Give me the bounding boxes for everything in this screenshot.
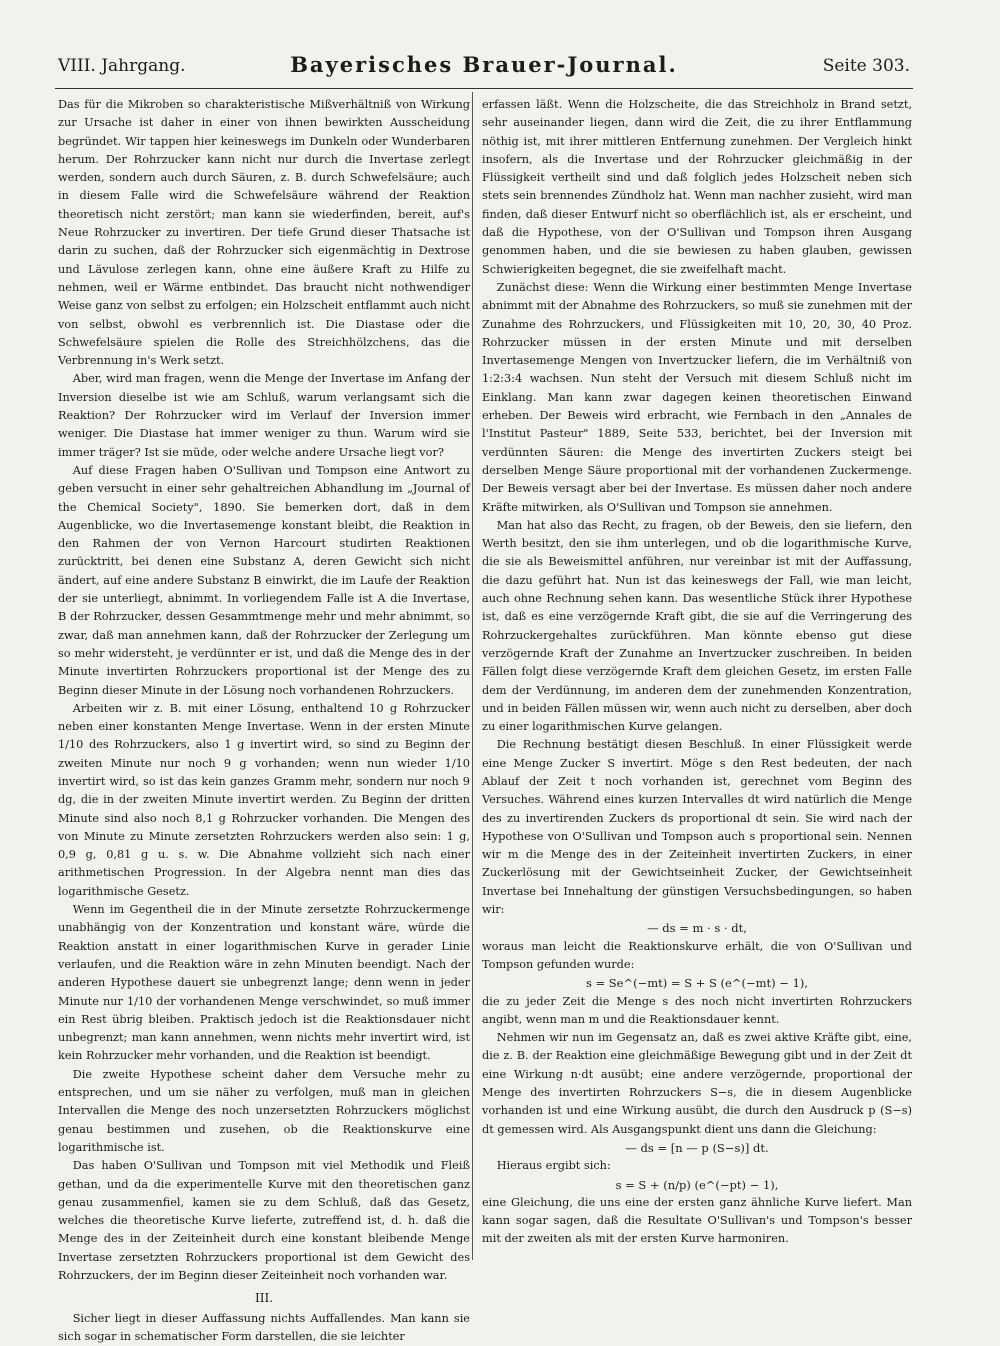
header-rule (55, 88, 913, 89)
paragraph: Aber, wird man fragen, wenn die Menge der Invertase im Anfang der Inversion dieselbe ist wie am Schluß, warum verlangsamt sich die Reaktion? Der Rohrzucker wird im Verlauf der Inversion immer weniger. Die Diastase hat immer weniger zu thun. Warum wird sie immer träger? Ist sie müde, oder welche andere Ursache liegt vor? (58, 372, 470, 459)
page-header (58, 52, 910, 82)
paragraph: Arbeiten wir z. B. mit einer Lösung, enthaltend 10 g Rohrzucker neben einer konstanten Menge Invertase. Wenn in der ersten Minute 1/10 des Rohrzuckers, also 1 g invertirt wird, so sind zu Beginn der zweiten Minute nur noch 9 g vorhanden; wenn nun wieder 1/10 invertirt wird, so ist das kein ganzes Gramm mehr, sondern nur noch 9 dg, die in der zweiten Minute invertirt werden. Zu Beginn der dritten Minute sind also noch 8,1 g Rohrzucker vorhanden. Die Mengen des von Minute zu Minute zersetzten Rohrzuckers werden also sein: 1 g, 0,9 g, 0,81 g u. s. w. Die Abnahme vollzieht sich nach einer arithmetischen Progression. In der Algebra nennt man dies das logarithmische Gesetz. (58, 701, 470, 898)
volume-label: VIII. Jahrgang. (58, 56, 186, 76)
paragraph: Das haben O'Sullivan und Tompson mit viel Methodik und Fleiß gethan, und da die experimentelle Kurve mit den theoretischen ganz genau zusammenfiel, kamen sie zu dem Schluß, daß das Gesetz, welches die theoretische Kurve lieferte, zutreffend ist, d. h. daß die Menge des in der Zeiteinheit durch eine konstant bleibende Menge Invertase zersetzten Rohrzuckers proportional ist dem Gewicht des Rohrzuckers, der im Beginn dieser Zeiteinheit noch vorhanden war. (58, 1159, 470, 1282)
column-divider (472, 92, 473, 1260)
paragraph: Die zweite Hypothese scheint daher dem Versuche mehr zu entsprechen, und um sie näher zu verfolgen, muß man in gleichen Intervallen die Menge des noch unzersetzten Rohrzuckers möglichst genau bestimmen und zusehen, ob die Reaktionskurve eine logarithmische ist. (58, 1067, 470, 1154)
paragraph: Sicher liegt in dieser Auffassung nichts Auffallendes. Man kann sie sich sogar in schematischer Form darstellen, die sie leichter (58, 1311, 470, 1343)
journal-title: Bayerisches Brauer-Journal. (290, 52, 678, 77)
equation: s = Se^(−mt) = S + S (e^(−mt) − 1), (585, 976, 809, 991)
page-number: Seite 303. (822, 56, 910, 76)
section-heading: III. (254, 1291, 274, 1306)
equation: s = S + (n/p) (e^(−pt) − 1), (615, 1177, 779, 1192)
paragraph: Die Rechnung bestätigt diesen Beschluß. In einer Flüssigkeit werde eine Menge Zucker S invertirt. Möge s den Rest bedeuten, der nach Ablauf der Zeit t noch vorhanden ist, gerechnet vom Beginn des Versuches. Während eines kurzen Intervalles dt wird natürlich die Menge des zu invertirenden Zuckers ds proportional dt sein. Sie wird nach der Hypothese von O'Sullivan und Tompson auch s proportional sein. Nennen wir m die Menge des in der Zeiteinheit invertirten Zuckers, in einer Zuckerlösung mit der Gewichtseinheit Zucker, der Gewichtseinheit Invertase bei Innehaltung der günstigen Versuchsbedingungen, so haben wir: (482, 738, 912, 917)
paragraph: Das für die Mikroben so charakteristische Mißverhältniß von Wirkung zur Ursache ist daher in einer von ihnen bewirkten Ausscheidung begründet. Wir tappen hier keineswegs im Dunkeln oder Wunderbaren herum. Der Rohrzucker kann nicht nur durch die Invertase zerlegt werden, sondern auch durch Säuren, z. B. durch Schwefelsäure; auch in diesem Falle wird die Schwefelsäure während der Reaktion theoretisch nicht zerstört; man kann sie wiederfinden, bereit, auf's Neue Rohrzucker zu invertiren. Der tiefe Grund dieser Thatsache ist darin zu suchen, daß der Rohrzucker sich eigenmächtig in Dextrose und Lävulose zerlegen kann, ohne eine äußere Kraft zu Hilfe zu nehmen, weil er Wärme entbindet. Das braucht nicht nothwendiger Weise ganz von selbst zu erfolgen; ein Holzscheit entflammt auch nicht von selbst, obwohl es verbrennlich ist. Die Diastase oder die Schwefelsäure spielen die Rolle des Streichhölzchens, das die Verbrennung in's Werk setzt. (58, 98, 470, 368)
paragraph: woraus man leicht die Reaktionskurve erhält, die von O'Sullivan und Tompson gefunden wurde: (482, 939, 912, 971)
paragraph: Wenn im Gegentheil die in der Minute zersetzte Rohrzuckermenge unabhängig von der Konzentration und konstant wäre, würde die Reaktion anstatt in einer logarithmischen Kurve in gerader Linie verlaufen, und die Reaktion wäre in zehn Minuten beendigt. Nach der anderen Hypothese dauert sie unbegrenzt lange; denn wenn in jeder Minute nur 1/10 der vorhandenen Menge verschwindet, so muß immer ein Rest übrig bleiben. Praktisch jedoch ist die Reaktionsdauer nicht unbegrenzt; man kann annehmen, wenn nichts mehr invertirt wird, ist kein Rohrzucker mehr vorhanden, und die Reaktion ist beendigt. (58, 903, 470, 1063)
right-column (482, 96, 912, 1249)
paragraph: Auf diese Fragen haben O'Sullivan und Tompson eine Antwort zu geben versucht in einer sehr gehaltreichen Abhandlung im „Journal of the Chemical Society", 1890. Sie bemerken dort, daß in dem Augenblicke, wo die Invertasemenge konstant bleibt, die Reaktion in den Rahmen der von Vernon Harcourt studirten Reaktionen zurücktritt, bei denen eine Substanz A, deren Gewicht sich nicht ändert, auf eine andere Substanz B einwirkt, die im Laufe der Reaktion der sie unterliegt, abnimmt. In vorliegendem Falle ist A die Invertase, B der Rohrzucker, dessen Gesammtmenge mehr und mehr abnimmt, so zwar, daß man annehmen kann, daß der Rohrzucker der Zerlegung um so mehr widersteht, je verdünnter er ist, und daß die Menge des in der Minute invertirten Rohrzuckers proportional ist der Menge des zu Beginn dieser Minute in der Lösung noch vorhandenen Rohrzuckers. (58, 463, 470, 697)
paragraph: die zu jeder Zeit die Menge s des noch nicht invertirten Rohrzuckers angibt, wenn man m und die Reaktionsdauer kennt. (482, 994, 912, 1026)
paragraph: Nehmen wir nun im Gegensatz an, daß es zwei aktive Kräfte gibt, eine, die z. B. der Reaktion eine gleichmäßige Bewegung gibt und in der Zeit dt eine Wirkung n·dt ausübt; eine andere verzögernde, proportional der Menge des invertirten Rohrzuckers S−s, die in diesem Augenblicke vorhanden ist und eine Wirkung ausübt, die durch den Ausdruck p (S−s) dt gemessen wird. Als Ausgangspunkt dient uns dann die Gleichung: (482, 1031, 912, 1136)
paragraph: eine Gleichung, die uns eine der ersten ganz ähnliche Kurve liefert. Man kann sogar sagen, daß die Resultate O'Sullivan's und Tompson's besser mit der zweiten als mit der ersten Kurve harmoniren. (482, 1195, 912, 1246)
paragraph: Hieraus ergibt sich: (496, 1159, 611, 1173)
paragraph: Man hat also das Recht, zu fragen, ob der Beweis, den sie liefern, den Werth besitzt, den sie ihm unterlegen, und ob die logarithmische Kurve, die sie als Beweismittel anführen, nur vereinbar ist mit der Auffassung, die dazu geführt hat. Nun ist das keineswegs der Fall, wie man leicht, auch ohne Rechnung sehen kann. Das wesentliche Stück ihrer Hypothese ist, daß es eine verzögernde Kraft gibt, die sie auf die Verringerung des Rohrzuckergehaltes zurückführen. Man könnte ebenso gut diese verzögernde Kraft der Zunahme an Invertzucker zuschreiben. In beiden Fällen folgt diese verzögernde Kraft dem gleichen Gesetz, im ersten Falle dem der Verdünnung, im anderen dem der zunehmenden Konzentration, und in beiden Fällen müssen wir, wenn auch nicht zu derselben, aber doch zu einer logarithmischen Kurve gelangen. (482, 518, 912, 734)
paragraph: erfassen läßt. Wenn die Holzscheite, die das Streichholz in Brand setzt, sehr auseinander liegen, dann wird die Zeit, die zu ihrer Entflammung nöthig ist, mit ihrer mittleren Entfernung zunehmen. Der Vergleich hinkt insofern, als die Invertase und der Rohrzucker gleichmäßig in der Flüssigkeit vertheilt sind und daß folglich jedes Holzscheit neben sich stets sein brennendes Zündholz hat. Wenn man nachher zusieht, wird man finden, daß dieser Entwurf nicht so oberflächlich ist, als er erscheint, und daß die Hypothese, von der O'Sullivan und Tompson ihren Ausgang genommen haben, und die sie bewiesen zu haben glauben, gewissen Schwierigkeiten begegnet, die sie zweifelhaft macht. (482, 98, 912, 276)
equation: — ds = [n — p (S−s)] dt. (625, 1140, 769, 1155)
left-column (58, 96, 470, 1346)
paragraph: Zunächst diese: Wenn die Wirkung einer bestimmten Menge Invertase abnimmt mit der Abnahme des Rohrzuckers, so muß sie zunehmen mit der Zunahme des Rohrzuckers, und Flüssigkeiten mit 10, 20, 30, 40 Proz. Rohrzucker müssen in der ersten Minute und mit derselben Invertasemenge Mengen von Invertzucker liefern, die im Verhältniß von 1:2:3:4 wachsen. Nun steht der Versuch mit diesem Schluß nicht im Einklang. Man kann zwar dagegen keinen theoretischen Einwand erheben. Der Beweis wird erbracht, wie Fernbach in den „Annales de l'Institut Pasteur" 1889, Seite 533, berichtet, bei der Inversion mit verdünnten Säuren: die Menge des invertirten Zuckers steigt bei derselben Menge Säure proportional mit der vorhandenen Zuckermenge. Der Beweis versagt aber bei der Invertase. Es müssen daher noch andere Kräfte mitwirken, als O'Sullivan und Tompson sie annehmen. (482, 280, 912, 514)
equation: — ds = m · s · dt, (647, 921, 747, 936)
